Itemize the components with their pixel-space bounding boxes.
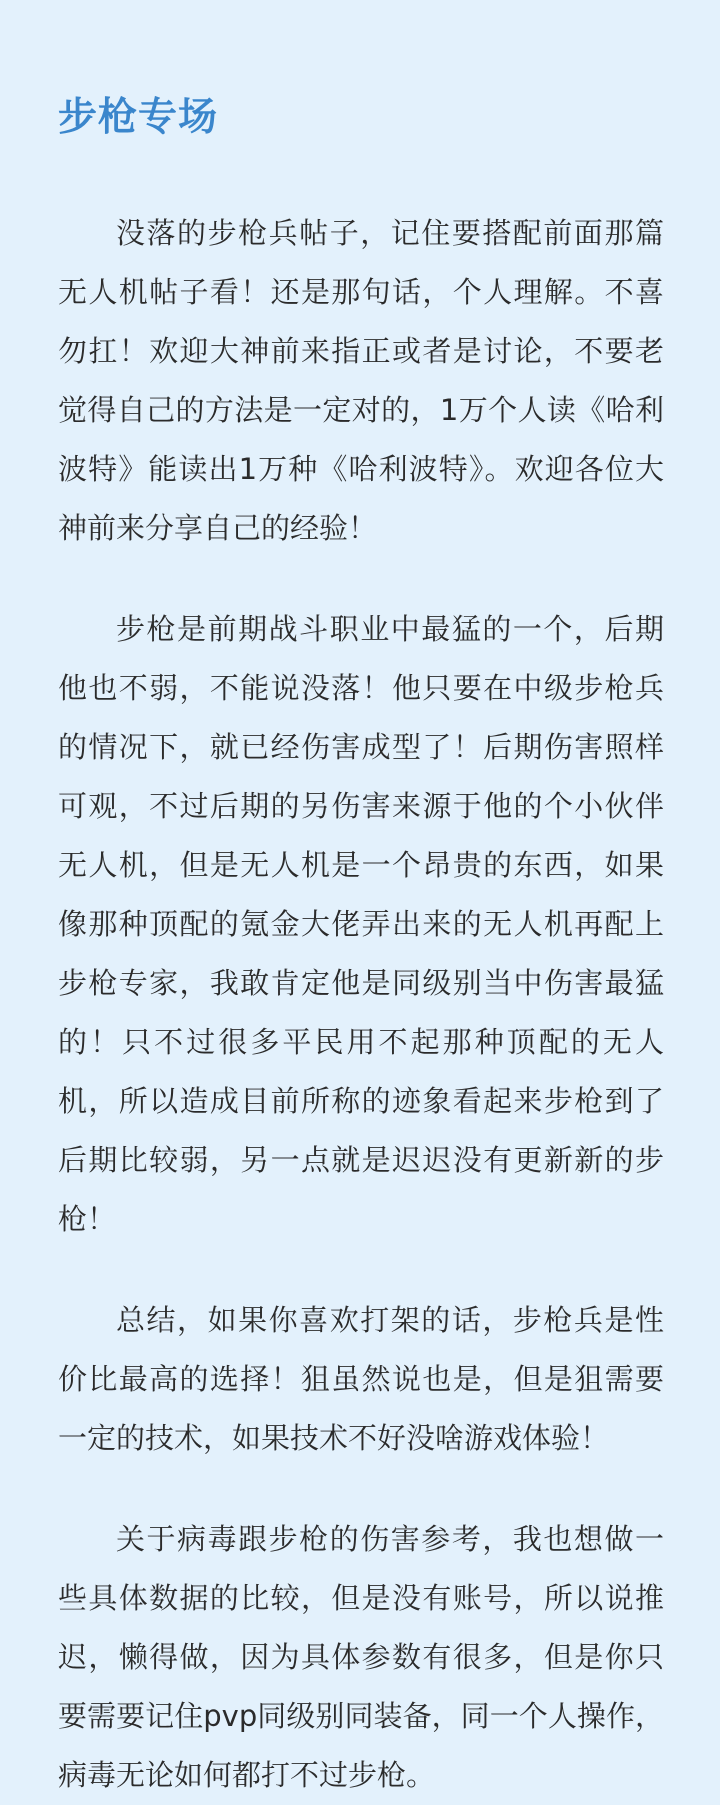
paragraph-intro: 没落的步枪兵帖子，记住要搭配前面那篇无人机帖子看！还是那句话，个人理解。不喜勿扛！欢迎大神前来指正或者是讨论，不要老觉得自己的方法是一定对的，1万个人读《哈利波特》能读出1万种《哈利波特》。欢迎各位大神前来分享自己的经验！ [58,216,664,545]
paragraph-analysis: 步枪是前期战斗职业中最猛的一个，后期他也不弱，不能说没落！他只要在中级步枪兵的情况下，就已经伤害成型了！后期伤害照样可观，不过后期的另伤害来源于他的个小伙伴无人机，但是无人机是一个昂贵的东西，如果像那种顶配的氪金大佬弄出来的无人机再配上步枪专家，我敢肯定他是同级别当中伤害最猛的！只不过很多平民用不起那种顶配的无人机，所以造成目前所称的迹象看起来步枪到了后期比较弱，另一点就是迟迟没有更新新的步枪！ [58,612,664,1236]
paragraph-virus-comparison: 关于病毒跟步枪的伤害参考，我也想做一些具体数据的比较，但是没有账号，所以说推迟，懒得做，因为具体参数有很多，但是你只要需要记住pvp同级别同装备，同一个人操作，病毒无论如何都打不过步枪。 [58,1522,664,1792]
article-title: 步枪专场 [58,95,219,140]
paragraph-summary: 总结，如果你喜欢打架的话，步枪兵是性价比最高的选择！狙虽然说也是，但是狙需要一定的技术，如果技术不好没啥游戏体验！ [58,1303,664,1455]
